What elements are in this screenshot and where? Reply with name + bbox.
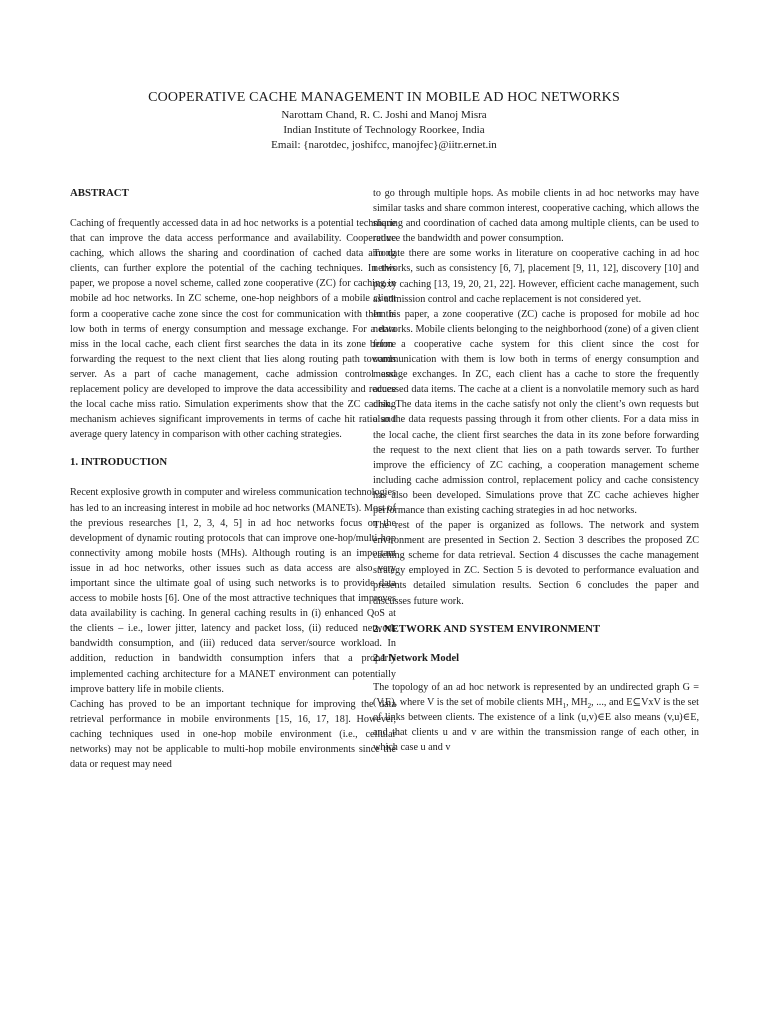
abstract-heading: ABSTRACT — [70, 187, 129, 199]
abstract-text: Caching of frequently accessed data in ad hoc networks is a potential technique that can improve the data access performance and availability. Cooperative caching, which allows the sharing and coordination of cached data among clients, can further explore the potential of the caching techniques. In this paper, we propose a novel scheme, called zone cooperative (ZC) for caching in mobile ad hoc networks. In ZC scheme, one-hop neighbors of a mobile client form a cooperative cache zone since the cost for communication with them is low both in terms of energy consumption and message exchange. For a data miss in the local cache, each client first searches the data in its zone before forwarding the request to the next client that lies along routing path towards server. As a part of cache management, cache admission control and replacement policy are developed to improve the data accessibility and reduce the local cache miss ratio. Simulation experiments show that the ZC caching mechanism achieves significant improvements in terms of cache hit ratio and average query latency in comparison with other caching strategies. — [70, 218, 396, 441]
paper-authors: Narottam Chand, R. C. Joshi and Manoj Misra — [281, 109, 487, 121]
introduction-paragraph-2-start: Caching has proved to be an important technique for improving the data retrieval performance in mobile environments [15, 16, 17, 18]. However, caching techniques used in one-hop mobile environment (i.e., cellular networks) may not be applicable to multi-hop mobile environments since the data or request may need — [70, 698, 396, 771]
paper-email: Email: {narotdec, joshifcc, manojfec}@iitr.ernet.in — [271, 139, 497, 151]
paper-affiliation: Indian Institute of Technology Roorkee, India — [283, 124, 485, 136]
introduction-paragraph-4: In this paper, a zone cooperative (ZC) cache is proposed for mobile ad hoc networks. Mobile clients belonging to the neighborhood (zone) of a given client form a cooperative cache system for this client since the cost for communication with them is low both in terms of energy consumption and message exchanges. In ZC, each client has a cache to store the frequently accessed data items. The cache at a client is a nonvolatile memory such as hard disk. The data items in the cache satisfy not only the client’s own requests but also the data requests passing through it from other clients. For a data miss in the local cache, the client first searches the data in its zone before forwarding the request to the next client that lies on a path towards server. To further improve the efficiency of ZC caching, a cooperation management scheme including cache admission control, replacement policy and cache consistency has also been developed. Simulations prove that ZC cache achieves higher performance than existing caching strategies in ad hoc networks. — [373, 308, 699, 516]
network-model-paragraph — [373, 680, 699, 755]
introduction-paragraph-2-end: to go through multiple hops. As mobile clients in ad hoc networks may have similar tasks and share common interest, cooperative caching, which allows the sharing and coordination of cached data among multiple clients, can be used to reduce the bandwidth and power consumption. — [373, 188, 699, 245]
network-model-text-3: , ..., and E⊆VxV is the set of links between clients. The existence of a link (u,v)∈E also means (v,u)∈E, and that clients u and v are within the transmission range of each other, in which case u and v — [373, 696, 699, 753]
network-model-heading: 2.1 Network Model — [373, 652, 460, 664]
introduction-heading: 1. INTRODUCTION — [70, 456, 168, 469]
network-model-text-1: The topology of an ad hoc network is represented by an undirected graph G = (V,E), where V is the set of mobile clients MH — [373, 681, 699, 708]
network-model-text-2: , MH — [566, 696, 588, 708]
introduction-paragraph-3: To date there are some works in literature on cooperative caching in ad hoc networks, such as consistency [6, 7], placement [9, 11, 12], discovery [10] and proxy caching [13, 19, 20, 21, 22]. However, efficient cache management, such as admission control and cache replacement is not considered yet. — [373, 248, 699, 305]
introduction-paragraph-5: The rest of the paper is organized as follows. The network and system environment are presented in Section 2. Section 3 describes the proposed ZC caching scheme for data retrieval. Section 4 discusses the cache management strategy employed in ZC. Section 5 is devoted to performance evaluation and presents detailed simulation results. Section 6 concludes the paper and discusses future work. — [373, 520, 699, 607]
right-column — [373, 186, 699, 755]
paper-title: COOPERATIVE CACHE MANAGEMENT IN MOBILE AD HOC NETWORKS — [148, 90, 620, 105]
section2-heading: 2. NETWORK AND SYSTEM ENVIRONMENT — [373, 622, 601, 635]
subscript-1: 1 — [562, 701, 567, 710]
left-column — [70, 186, 396, 772]
subscript-2: 2 — [587, 701, 592, 710]
paper-header — [0, 90, 768, 153]
introduction-paragraph-1: Recent explosive growth in computer and wireless communication technologies has led to an increasing interest in mobile ad hoc networks (MANETs). Most of the previous researches [1, 2, 3, 4, 5] in ad hoc networks focus on the development of dynamic routing protocols that can improve one-hop/multi-hop connectivity among mobile hosts (MHs). Although routing is an important issue in ad hoc networks, other issues such as data access are also very important since the ultimate goal of using such networks is to provide data access to mobile hosts [6]. One of the most attractive techniques that improves data availability is caching. In general caching results in (i) enhanced QoS at the clients – i.e., lower jitter, latency and packet loss, (ii) reduced network bandwidth consumption, and (iii) reduced data server/source workload. In addition, reduction in bandwidth consumption infers that a properly implemented caching architecture for a MANET environment can potentially improve battery life in mobile clients. — [70, 487, 396, 695]
